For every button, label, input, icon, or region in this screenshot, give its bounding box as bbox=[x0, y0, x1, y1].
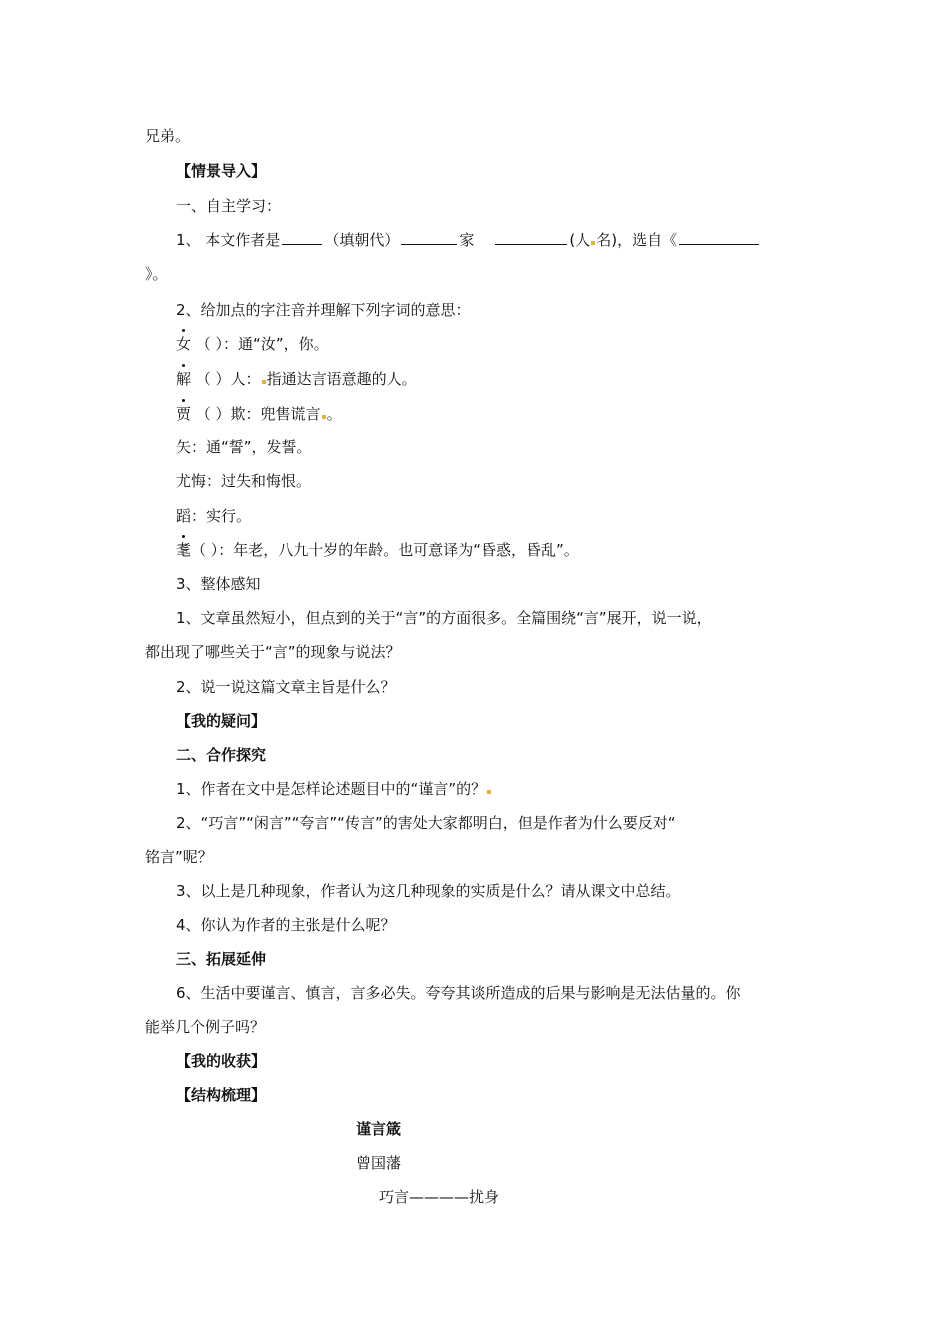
inquiry-4: 4、你认为作者的主张是什么呢？ bbox=[176, 916, 396, 934]
q1-ren: (人 bbox=[569, 231, 591, 249]
structure-chain: 巧言————扰身 bbox=[379, 1188, 500, 1206]
word-gloss: （ ）：年老，八九十岁的年龄。也可意译为“昏惑，昏乱”。 bbox=[191, 541, 579, 559]
dotted-char: 解 bbox=[176, 370, 192, 388]
question-2: 2、给加点的字注音并理解下列字词的意思： bbox=[176, 301, 471, 319]
inquiry-2b: 铭言”呢？ bbox=[145, 848, 213, 866]
blank-source[interactable] bbox=[679, 230, 759, 245]
annotation-mark bbox=[591, 241, 595, 245]
inquiry-3: 3、以上是几种现象，作者认为这几种现象的实质是什么？请从课文中总结。 bbox=[176, 882, 681, 900]
extension-6a: 6、生活中要谨言、慎言，言多必失。夸夸其谈所造成的后果与影响是无法估量的。你 bbox=[176, 984, 741, 1002]
inquiry-1 bbox=[176, 779, 492, 799]
annotation-mark bbox=[262, 380, 266, 384]
annotation-mark bbox=[322, 415, 326, 419]
question-1-end: 》。 bbox=[145, 265, 168, 283]
word-item-youhui: 尤悔：过失和悔恨。 bbox=[176, 472, 312, 490]
word-item-mao bbox=[176, 540, 579, 560]
inquiry-2a: 2、“巧言”“闲言”“夸言”“传言”的害处大家都明白，但是作者为什么要反对“ bbox=[176, 814, 676, 832]
word-gloss-a: （ ）人： bbox=[191, 370, 261, 388]
q1-jia: 家 bbox=[459, 231, 475, 249]
blank-person[interactable] bbox=[495, 230, 567, 245]
question-3-1a: 1、文章虽然短小，但点到的关于“言”的方面很多。全篇围绕“言”展开，说一说， bbox=[176, 609, 712, 627]
section-heading-jiegou: 【结构梳理】 bbox=[176, 1086, 267, 1104]
question-1-line bbox=[176, 230, 761, 250]
question-3-1b: 都出现了哪些关于“言”的现象与说法？ bbox=[145, 643, 401, 661]
section-heading-shouhuo: 【我的收获】 bbox=[176, 1052, 267, 1070]
word-item-gu bbox=[176, 404, 342, 424]
inquiry-1-text: 1、作者在文中是怎样论述题目中的“谨言”的？ bbox=[176, 780, 487, 798]
word-item-nv bbox=[176, 334, 329, 354]
structure-author: 曾国藩 bbox=[356, 1154, 402, 1172]
subsection-tuozhan: 三、拓展延伸 bbox=[176, 950, 267, 968]
dotted-char: 耄 bbox=[176, 541, 192, 559]
dotted-char: 贾 bbox=[176, 405, 192, 423]
word-item-shi: 矢：通“誓”，发誓。 bbox=[176, 438, 312, 456]
blank-author[interactable] bbox=[282, 230, 322, 245]
subsection-hezuo: 二、合作探究 bbox=[176, 746, 267, 764]
text-line: 兄弟。 bbox=[145, 127, 191, 145]
subsection-zizhu: 一、自主学习： bbox=[176, 197, 282, 215]
question-3-2: 2、说一说这篇文章主旨是什么？ bbox=[176, 678, 396, 696]
section-heading-yiwen: 【我的疑问】 bbox=[176, 712, 267, 730]
dotted-char: 女 bbox=[176, 335, 192, 353]
structure-title: 谨言箴 bbox=[356, 1120, 402, 1138]
q1-dynasty: （填朝代） bbox=[324, 231, 400, 249]
extension-6b: 能举几个例子吗？ bbox=[145, 1018, 266, 1036]
blank-dynasty[interactable] bbox=[401, 230, 457, 245]
word-item-jie bbox=[176, 369, 417, 389]
word-gloss: （ ）欺：兜售谎言 bbox=[191, 405, 321, 423]
word-item-dao: 蹈：实行。 bbox=[176, 507, 252, 525]
word-gloss-b: 指通达言语意趣的人。 bbox=[266, 370, 417, 388]
word-gloss-end: 。 bbox=[326, 405, 342, 423]
annotation-mark bbox=[487, 790, 491, 794]
q1-prefix: 1、 本文作者是 bbox=[176, 231, 281, 249]
word-gloss: （ ）：通“汝”，你。 bbox=[191, 335, 329, 353]
question-3: 3、整体感知 bbox=[176, 575, 261, 593]
q1-source: 名)，选自《 bbox=[596, 231, 678, 249]
section-heading-qingjing: 【情景导入】 bbox=[176, 162, 267, 180]
